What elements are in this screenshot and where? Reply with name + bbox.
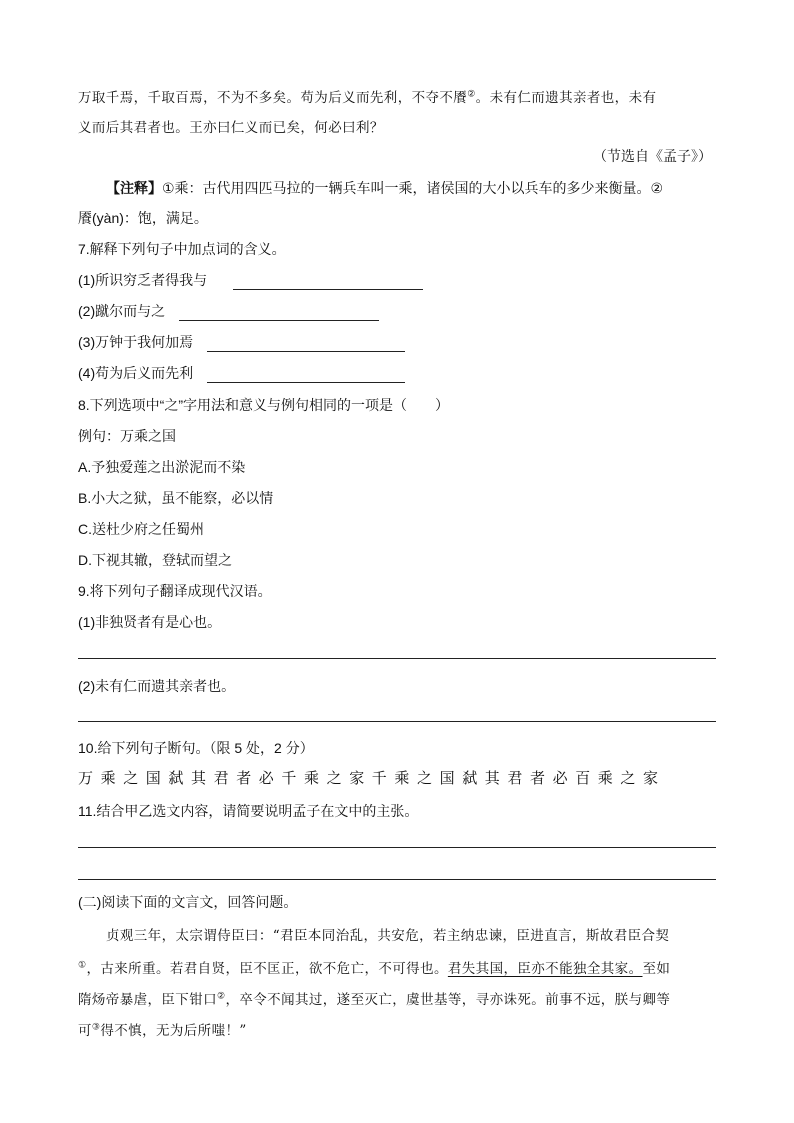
q7-item [78, 301, 714, 321]
notes-line [78, 178, 714, 198]
passage-line [78, 924, 714, 944]
answer-blank[interactable] [207, 337, 405, 352]
passage-text: 贞观三年，太宗谓侍臣曰：“君臣本同治乱，共安危，若主纳忠谏，臣进直言，斯故君臣合契 [106, 928, 670, 944]
passage-text: 可 [78, 1023, 92, 1039]
q10-sentence: 万乘之国弑其君者必千乘之家千乘之国弑其君者必百乘之家 [78, 770, 666, 787]
q7-item [78, 270, 714, 290]
passage-line [78, 1019, 714, 1039]
passage-line [78, 116, 714, 136]
answer-line[interactable] [78, 879, 716, 880]
answer-blank[interactable] [179, 306, 379, 321]
q7-item-text: (1)所识穷乏者得我与 [78, 272, 208, 288]
notes-label: 【注释】 [106, 180, 162, 196]
passage-text: 得不慎，无为后所嗤！” [100, 1023, 247, 1039]
q8-option-b[interactable]: B.小大之狱，虽不能察，必以情 [78, 490, 274, 506]
note-marker: ③ [91, 1022, 101, 1033]
question-7-stem: 7.解释下列句子中加点词的含义。 [78, 241, 286, 257]
question-10-stem: 10.给下列句子断句。（限 5 处，2 分） [78, 740, 314, 756]
passage-text: 。未有仁而遗其亲者也，未有 [475, 90, 657, 106]
q8-option-c[interactable]: C.送杜少府之任蜀州 [78, 521, 204, 537]
underlined-sentence: 君失其国，臣亦不能独全其家。 [447, 961, 643, 977]
q9-item: (2)未有仁而遗其亲者也。 [78, 678, 236, 694]
passage-source: （节选自《孟子》） [593, 148, 712, 164]
notes-text: ①乘：古代用四匹马拉的一辆兵车叫一乘，诸侯国的大小以兵车的多少来衡量。② [162, 180, 664, 196]
answer-line[interactable] [78, 847, 716, 848]
question-8-stem: 8.下列选项中“之”字用法和意义与例句相同的一项是（ ） [78, 397, 449, 413]
q8-example: 例句：万乘之国 [78, 428, 176, 444]
passage-line [78, 86, 714, 106]
note-marker: ② [467, 89, 476, 100]
q7-item-text: (3)万钟于我何加焉 [78, 334, 194, 350]
answer-line[interactable] [78, 658, 716, 659]
passage-text: 万取千焉，千取百焉，不为不多矣。苟为后义而先利，不夺不餍 [78, 90, 468, 106]
q8-option-a[interactable]: A.予独爱莲之出淤泥而不染 [78, 459, 246, 475]
q7-item [78, 332, 714, 352]
passage-text: 至如 [642, 961, 671, 977]
q7-item-text: (4)苟为后义而先利 [78, 365, 194, 381]
q7-item-text: (2)蹴尔而与之 [78, 303, 166, 319]
passage-text: 义而后其君者也。王亦曰仁义而已矣，何必曰利？ [78, 120, 384, 136]
note-marker: ① [78, 960, 87, 971]
notes-line [78, 208, 714, 228]
note-marker: ② [217, 991, 226, 1002]
question-11-stem: 11.结合甲乙选文内容，请简要说明孟子在文中的主张。 [78, 803, 419, 819]
q8-option-d[interactable]: D.下视其辙，登轼而望之 [78, 552, 232, 568]
passage-line [78, 988, 714, 1008]
passage-text: ，卒令不闻其过，遂至灭亡，虞世基等，寻亦诛死。前事不远，朕与卿等 [225, 992, 671, 1008]
answer-blank[interactable] [233, 275, 423, 290]
passage-text: 隋炀帝暴虐，臣下钳口 [78, 992, 217, 1008]
q7-item [78, 363, 714, 383]
passage-text: ，古来所重。若君自贤，臣不匡正，欲不危亡，不可得也。 [86, 961, 448, 977]
answer-line[interactable] [78, 721, 716, 722]
answer-blank[interactable] [207, 368, 405, 383]
notes-text: 餍(yàn)：饱，满足。 [78, 210, 208, 226]
section-2-heading: (二)阅读下面的文言文，回答问题。 [78, 894, 298, 910]
question-9-stem: 9.将下列句子翻译成现代汉语。 [78, 583, 272, 599]
passage-line [78, 957, 714, 977]
q9-item: (1)非独贤者有是心也。 [78, 614, 222, 630]
